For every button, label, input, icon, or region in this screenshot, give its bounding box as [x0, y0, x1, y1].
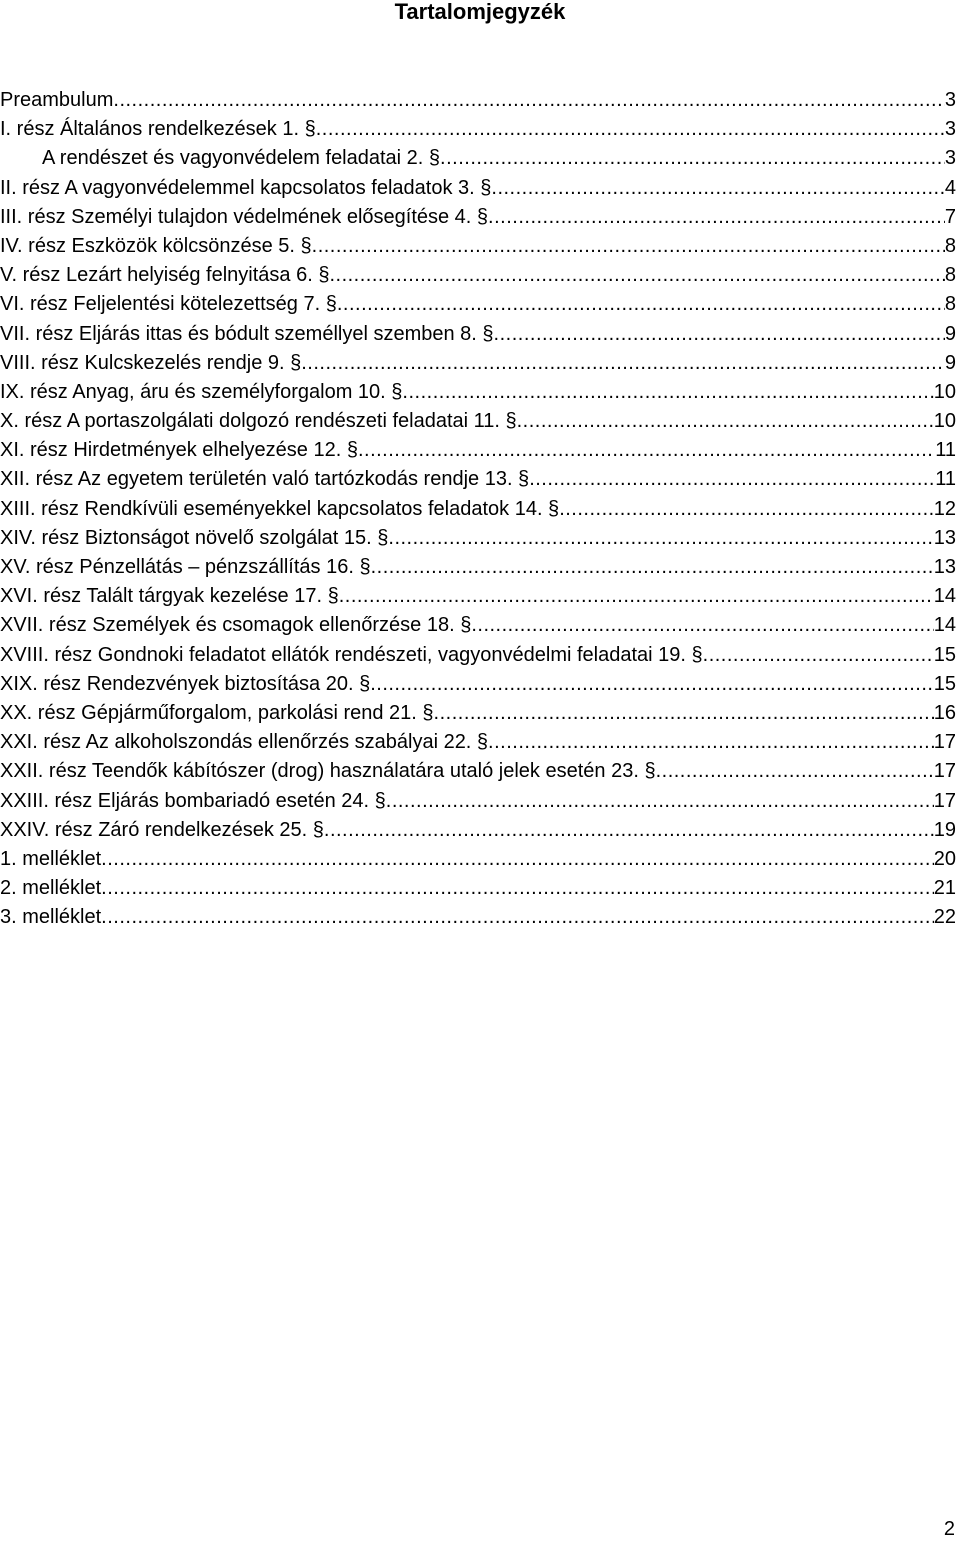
toc-dot-leader	[703, 641, 934, 670]
toc-entry[interactable]	[0, 816, 956, 845]
toc-dot-leader	[488, 203, 945, 232]
toc-entry-page: 16	[933, 701, 956, 724]
toc-entry[interactable]	[0, 465, 956, 494]
toc-entry-page: 15	[933, 643, 956, 666]
toc-entry-label: Preambulum	[0, 89, 114, 111]
toc-entry[interactable]	[0, 611, 956, 640]
toc-entry-label: XIII. rész Rendkívüli eseményekkel kapcsolatos feladatok 14. §	[0, 497, 560, 520]
toc-dot-leader	[337, 290, 945, 319]
toc-entry[interactable]	[0, 903, 956, 932]
toc-entry-label: XX. rész Gépjárműforgalom, parkolási rend 21. §	[0, 701, 434, 724]
toc-dot-leader	[371, 553, 934, 582]
toc-entry-page: 14	[933, 614, 956, 637]
toc-entry[interactable]	[0, 349, 956, 378]
toc-entry-page: 13	[933, 556, 956, 578]
toc-dot-leader	[324, 816, 934, 845]
toc-entry[interactable]	[0, 874, 956, 903]
toc-entry[interactable]	[0, 407, 956, 436]
toc-dot-leader	[656, 757, 934, 786]
toc-dot-leader	[388, 524, 933, 553]
page-number: 2	[943, 1518, 955, 1540]
toc-dot-leader	[101, 845, 934, 874]
toc-entry-page: 15	[933, 672, 956, 695]
toc-dot-leader	[529, 465, 935, 494]
toc-entry[interactable]	[0, 699, 956, 728]
toc-dot-leader	[312, 232, 945, 261]
toc-dot-leader	[440, 144, 945, 173]
toc-entry-label: XVI. rész Talált tárgyak kezelése 17. §	[0, 585, 339, 608]
toc-dot-leader	[339, 582, 934, 611]
toc-entry-label: VI. rész Feljelentési kötelezettség 7. §	[0, 293, 337, 316]
toc-entry-page: 11	[935, 439, 956, 462]
toc-entry-label: XV. rész Pénzellátás – pénzszállítás 16. §	[0, 556, 371, 578]
toc-entry[interactable]	[0, 495, 956, 524]
toc-entry[interactable]	[0, 582, 956, 611]
table-of-contents	[0, 86, 956, 932]
toc-entry-label: IV. rész Eszközök kölcsönzése 5. §	[0, 234, 312, 257]
toc-entry[interactable]	[0, 144, 956, 173]
toc-entry-label: XXI. rész Az alkoholszondás ellenőrzés szabályai 22. §	[0, 731, 489, 754]
toc-entry-label: XIX. rész Rendezvények biztosítása 20. §	[0, 672, 371, 695]
toc-entry[interactable]	[0, 261, 956, 290]
toc-entry-page: 11	[935, 468, 956, 491]
toc-entry-label: VII. rész Eljárás ittas és bódult személlyel szemben 8. §	[0, 322, 494, 345]
toc-entry[interactable]	[0, 641, 956, 670]
toc-entry-page: 8	[944, 293, 956, 316]
toc-entry-label: 2. melléklet	[0, 877, 102, 900]
toc-entry[interactable]	[0, 845, 956, 874]
toc-entry[interactable]	[0, 524, 956, 553]
toc-entry-page: 20	[933, 847, 956, 870]
toc-entry-page: 10	[933, 410, 956, 433]
toc-entry[interactable]	[0, 757, 956, 786]
toc-entry[interactable]	[0, 86, 956, 115]
page-title: Tartalomjegyzék	[394, 0, 566, 24]
toc-dot-leader	[329, 261, 944, 290]
toc-entry-page: 21	[933, 877, 956, 900]
toc-entry-page: 12	[933, 497, 956, 520]
toc-entry-page: 14	[933, 585, 956, 608]
toc-entry-label: III. rész Személyi tulajdon védelmének elősegítése 4. §	[0, 205, 489, 228]
toc-entry-page: 17	[933, 789, 956, 812]
toc-entry-page: 8	[944, 234, 956, 257]
toc-entry[interactable]	[0, 203, 956, 232]
toc-dot-leader	[113, 86, 944, 115]
toc-dot-leader	[491, 174, 944, 203]
toc-entry[interactable]	[0, 290, 956, 319]
toc-entry-page: 3	[944, 118, 956, 141]
toc-entry-page: 13	[933, 526, 956, 549]
toc-entry-page: 4	[944, 176, 956, 199]
toc-entry-page: 19	[933, 818, 956, 841]
toc-dot-leader	[402, 378, 933, 407]
toc-dot-leader	[517, 407, 934, 436]
toc-entry-page: 8	[944, 264, 956, 287]
toc-entry[interactable]	[0, 232, 956, 261]
toc-entry-page: 22	[933, 906, 956, 929]
toc-dot-leader	[101, 874, 934, 903]
toc-dot-leader	[101, 903, 934, 932]
toc-entry-page: 17	[933, 731, 956, 754]
toc-entry[interactable]	[0, 553, 956, 582]
toc-entry-label: XVIII. rész Gondnoki feladatot ellátók rendészeti, vagyonvédelmi feladatai 19. §	[0, 643, 703, 666]
toc-entry-label: XII. rész Az egyetem területén való tartózkodás rendje 13. §	[0, 468, 530, 491]
toc-entry[interactable]	[0, 378, 956, 407]
toc-entry[interactable]	[0, 670, 956, 699]
toc-entry-label: I. rész Általános rendelkezések 1. §	[0, 118, 316, 141]
toc-dot-leader	[316, 115, 945, 144]
toc-entry-page: 9	[944, 351, 956, 374]
toc-entry-page: 3	[944, 89, 956, 111]
toc-entry-label: XIV. rész Biztonságot növelő szolgálat 15. §	[0, 526, 389, 549]
toc-entry-label: 3. melléklet	[0, 906, 102, 929]
toc-dot-leader	[494, 320, 945, 349]
toc-entry-label: XXIII. rész Eljárás bombariadó esetén 24. §	[0, 789, 386, 812]
toc-entry-label: 1. melléklet	[0, 847, 102, 870]
toc-entry-label: IX. rész Anyag, áru és személyforgalom 10. §	[0, 380, 403, 403]
toc-dot-leader	[559, 495, 934, 524]
toc-dot-leader	[434, 699, 934, 728]
toc-entry-label: XXIV. rész Záró rendelkezések 25. §	[0, 818, 324, 841]
toc-dot-leader	[301, 349, 945, 378]
toc-entry[interactable]	[0, 320, 956, 349]
toc-entry[interactable]	[0, 115, 956, 144]
toc-entry-page: 10	[933, 380, 956, 403]
toc-entry[interactable]	[0, 728, 956, 757]
toc-entry-label: A rendészet és vagyonvédelem feladatai 2. §	[42, 147, 441, 170]
toc-entry-label: II. rész A vagyonvédelemmel kapcsolatos feladatok 3. §	[0, 176, 492, 199]
toc-dot-leader	[358, 436, 935, 465]
toc-entry-label: XXII. rész Teendők kábítószer (drog) használatára utaló jelek esetén 23. §	[0, 760, 656, 783]
toc-entry-page: 9	[944, 322, 956, 345]
toc-dot-leader	[471, 611, 933, 640]
toc-entry-label: XI. rész Hirdetmények elhelyezése 12. §	[0, 439, 358, 462]
toc-entry-page: 17	[933, 760, 956, 783]
toc-entry-label: VIII. rész Kulcskezelés rendje 9. §	[0, 351, 302, 374]
toc-dot-leader	[370, 670, 934, 699]
toc-entry[interactable]	[0, 174, 956, 203]
toc-entry-page: 3	[944, 147, 956, 170]
toc-dot-leader	[488, 728, 934, 757]
toc-entry-label: X. rész A portaszolgálati dolgozó rendészeti feladatai 11. §	[0, 410, 517, 433]
toc-entry-label: V. rész Lezárt helyiség felnyitása 6. §	[0, 264, 330, 287]
toc-entry-page: 7	[944, 205, 956, 228]
toc-entry[interactable]	[0, 787, 956, 816]
toc-entry-label: XVII. rész Személyek és csomagok ellenőrzése 18. §	[0, 614, 472, 637]
toc-entry[interactable]	[0, 436, 956, 465]
toc-dot-leader	[386, 787, 934, 816]
